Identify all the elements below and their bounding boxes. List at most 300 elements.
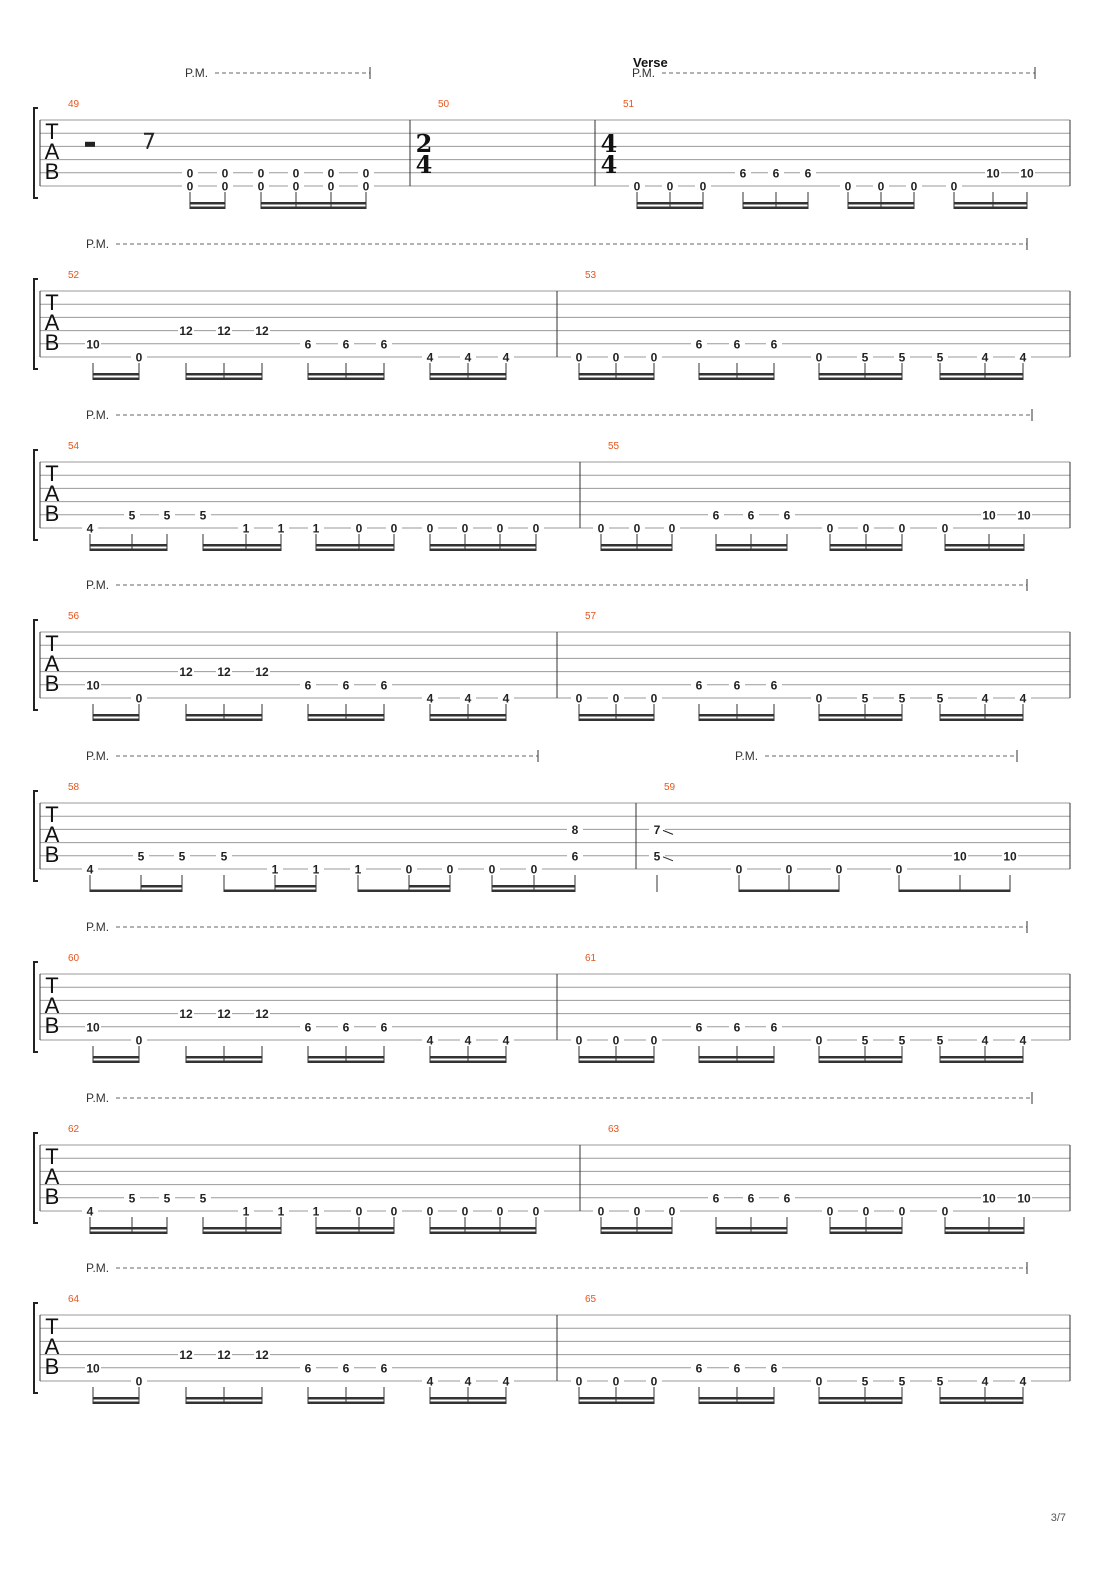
beam-secondary — [331, 202, 366, 205]
beam — [699, 1402, 774, 1405]
palm-mute-label: P.M. — [86, 578, 110, 592]
beam-secondary — [716, 544, 751, 547]
palm-mute-label: P.M. — [86, 749, 110, 763]
beam-secondary — [819, 1056, 865, 1059]
fret-number: 6 — [772, 166, 780, 181]
beam — [430, 1402, 506, 1405]
beam-secondary — [261, 202, 296, 205]
fret-number: 0 — [950, 179, 958, 194]
beam — [579, 378, 654, 381]
fret-number: 6 — [695, 678, 703, 693]
measure — [580, 441, 1070, 551]
beam-secondary — [751, 1227, 787, 1230]
beam-secondary — [203, 544, 246, 547]
palm-mute-label: P.M. — [86, 1261, 110, 1275]
beam-secondary — [359, 1227, 394, 1230]
fret-number: 6 — [342, 1020, 350, 1035]
time-signature-top: 2 — [415, 129, 433, 158]
beam-secondary — [93, 373, 139, 376]
beam-secondary — [776, 202, 808, 205]
fret-number: 12 — [217, 665, 231, 680]
tab-clef-letter: T — [45, 461, 59, 486]
beam-secondary — [468, 714, 506, 717]
measure — [557, 1294, 1070, 1404]
fret-number: 0 — [532, 521, 540, 536]
measure-number: 58 — [68, 782, 80, 793]
fret-number: 5 — [936, 691, 944, 706]
beam-secondary — [819, 714, 865, 717]
fret-number: 0 — [355, 1204, 363, 1219]
fret-number: 0 — [257, 166, 265, 181]
staff-bracket — [34, 1133, 38, 1223]
fret-number: 1 — [271, 862, 279, 877]
fret-number: 4 — [426, 691, 434, 706]
beam-secondary — [186, 1397, 224, 1400]
fret-number: 1 — [277, 1204, 285, 1219]
fret-number: 4 — [502, 691, 510, 706]
beam — [316, 549, 394, 552]
beam-secondary — [224, 714, 262, 717]
tab-clef-letter: T — [45, 1314, 59, 1339]
beam-secondary — [865, 373, 902, 376]
beam-secondary — [93, 714, 139, 717]
beam-secondary — [866, 1227, 902, 1230]
measure-number: 60 — [68, 953, 80, 964]
fret-number: 10 — [986, 166, 1000, 181]
beam-secondary — [616, 1397, 654, 1400]
fret-number: 5 — [936, 1374, 944, 1389]
beam-secondary — [224, 1397, 262, 1400]
beam — [699, 378, 774, 381]
fret-number: 0 — [446, 862, 454, 877]
fret-number: 0 — [844, 179, 852, 194]
beam — [93, 378, 139, 381]
beam — [743, 207, 808, 210]
beam — [90, 1232, 167, 1235]
beam-secondary — [637, 1227, 672, 1230]
fret-number: 12 — [179, 324, 193, 339]
fret-number: 10 — [86, 678, 100, 693]
palm-mute-label: P.M. — [86, 237, 110, 251]
tab-clef-letter: B — [44, 1013, 60, 1038]
measure-number: 50 — [438, 99, 450, 110]
fret-number: 0 — [668, 521, 676, 536]
fret-number: 4 — [464, 350, 472, 365]
tab-system — [34, 408, 1070, 551]
beam-secondary — [819, 373, 865, 376]
measure — [557, 953, 1070, 1063]
fret-number: 0 — [135, 1033, 143, 1048]
fret-number: 4 — [86, 521, 94, 536]
fret-number: 6 — [342, 678, 350, 693]
fret-number: 12 — [255, 1348, 269, 1363]
fret-number: 4 — [981, 350, 989, 365]
fret-number: 0 — [575, 691, 583, 706]
fret-number: 0 — [575, 1033, 583, 1048]
beam-secondary — [601, 544, 637, 547]
beam — [819, 1061, 902, 1064]
fret-number: 6 — [783, 508, 791, 523]
beam-secondary — [945, 544, 989, 547]
fret-number: 6 — [733, 337, 741, 352]
measure-number: 53 — [585, 270, 597, 281]
beam-secondary — [224, 373, 262, 376]
beam-secondary — [737, 714, 774, 717]
beam-secondary — [190, 202, 225, 205]
fret-number: 0 — [815, 691, 823, 706]
fret-number: 5 — [898, 1374, 906, 1389]
beam-secondary — [993, 202, 1027, 205]
beam-secondary — [93, 1056, 139, 1059]
beam-secondary — [819, 1397, 865, 1400]
fret-number: 0 — [815, 1374, 823, 1389]
fret-number: 1 — [312, 1204, 320, 1219]
beam — [940, 1402, 1023, 1405]
staff-bracket — [34, 1303, 38, 1393]
beam-secondary — [743, 202, 776, 205]
fret-number: 0 — [862, 1204, 870, 1219]
beam — [308, 719, 384, 722]
fret-number: 0 — [597, 521, 605, 536]
measure-number: 49 — [68, 99, 80, 110]
half-rest — [85, 142, 95, 147]
tab-clef-letter: B — [44, 1184, 60, 1209]
fret-number: 0 — [496, 521, 504, 536]
fret-number: 0 — [186, 166, 194, 181]
beam-secondary — [737, 1056, 774, 1059]
beam — [190, 207, 225, 210]
fret-number: 6 — [712, 1191, 720, 1206]
measure-number: 59 — [664, 782, 676, 793]
fret-number: 0 — [668, 1204, 676, 1219]
beam-secondary — [737, 1397, 774, 1400]
fret-number: 12 — [255, 665, 269, 680]
fret-number: 5 — [861, 691, 869, 706]
beam-secondary — [830, 544, 866, 547]
beam-secondary — [90, 1227, 132, 1230]
beam — [203, 1232, 281, 1235]
fret-number: 12 — [179, 1348, 193, 1363]
fret-number: 6 — [304, 337, 312, 352]
fret-number: 4 — [86, 862, 94, 877]
fret-number: 4 — [1019, 1033, 1027, 1048]
beam — [601, 549, 672, 552]
fret-number: 5 — [128, 1191, 136, 1206]
staff-bracket — [34, 450, 38, 540]
fret-number: 8 — [571, 822, 579, 837]
staff-bracket — [34, 108, 38, 198]
beam-secondary — [699, 714, 737, 717]
beam-secondary — [985, 373, 1023, 376]
measure-number: 62 — [68, 1124, 80, 1135]
fret-number: 6 — [304, 678, 312, 693]
beam — [430, 1061, 506, 1064]
staff-bracket — [34, 620, 38, 710]
beam — [430, 719, 506, 722]
fret-number: 6 — [380, 678, 388, 693]
fret-number: 1 — [312, 521, 320, 536]
fret-number: 6 — [304, 1020, 312, 1035]
tab-system — [34, 237, 1070, 380]
beam-secondary — [940, 373, 985, 376]
fret-number: 6 — [571, 849, 579, 864]
palm-mute-label: P.M. — [86, 920, 110, 934]
beam-secondary — [346, 714, 384, 717]
fret-number: 0 — [575, 350, 583, 365]
beam-secondary — [468, 373, 506, 376]
beam — [203, 549, 281, 552]
beam — [899, 890, 1010, 893]
tab-clef-letter: B — [44, 159, 60, 184]
fret-number: 0 — [785, 862, 793, 877]
fret-number: 10 — [982, 508, 996, 523]
fret-number: 4 — [464, 691, 472, 706]
fret-number: 12 — [217, 1007, 231, 1022]
beam-secondary — [430, 373, 468, 376]
beam-secondary — [359, 544, 394, 547]
beam — [848, 207, 914, 210]
fret-number: 0 — [612, 1033, 620, 1048]
fret-number: 10 — [953, 849, 967, 864]
page-number: 3/7 — [1050, 1512, 1066, 1524]
tab-system — [34, 578, 1070, 721]
fret-number: 4 — [981, 1374, 989, 1389]
tab-clef-letter: B — [44, 842, 60, 867]
fret-number: 10 — [86, 337, 100, 352]
fret-number: 6 — [783, 1191, 791, 1206]
fret-number: 0 — [941, 521, 949, 536]
fret-number: 10 — [1017, 508, 1031, 523]
beam-secondary — [670, 202, 703, 205]
measure — [557, 270, 1070, 380]
tab-clef-letter: T — [45, 973, 59, 998]
fret-number: 1 — [277, 521, 285, 536]
beam — [93, 719, 139, 722]
beam-secondary — [132, 1227, 167, 1230]
beam — [186, 1061, 262, 1064]
beam — [316, 1232, 394, 1235]
fret-number: 0 — [390, 521, 398, 536]
fret-number: 0 — [597, 1204, 605, 1219]
beam-secondary — [637, 544, 672, 547]
fret-number: 1 — [242, 521, 250, 536]
fret-number: 0 — [327, 166, 335, 181]
fret-number: 5 — [936, 350, 944, 365]
beam-secondary — [737, 373, 774, 376]
beam — [699, 1061, 774, 1064]
beam-secondary — [716, 1227, 751, 1230]
fret-number: 12 — [179, 665, 193, 680]
tab-system — [34, 1091, 1070, 1234]
tab-clef-letter: T — [45, 631, 59, 656]
beam-secondary — [616, 1056, 654, 1059]
measure-number: 51 — [623, 99, 635, 110]
fret-number: 0 — [650, 350, 658, 365]
beam-secondary — [579, 1056, 616, 1059]
fret-number: 5 — [861, 1033, 869, 1048]
fret-number: 10 — [1003, 849, 1017, 864]
fret-number: 5 — [898, 1033, 906, 1048]
fret-number: 0 — [633, 179, 641, 194]
beam — [940, 1061, 1023, 1064]
fret-number: 12 — [217, 324, 231, 339]
beam — [830, 549, 902, 552]
beam — [90, 890, 182, 893]
measure-number: 55 — [608, 441, 620, 452]
time-signature-bottom: 4 — [415, 150, 433, 179]
fret-number: 0 — [835, 862, 843, 877]
tab-clef-letter: T — [45, 119, 59, 144]
fret-number: 0 — [327, 179, 335, 194]
beam-secondary — [616, 373, 654, 376]
beam — [579, 719, 654, 722]
beam-secondary — [751, 544, 787, 547]
staff-bracket — [34, 791, 38, 881]
beam — [358, 890, 450, 893]
beam — [430, 1232, 536, 1235]
fret-number: 0 — [941, 1204, 949, 1219]
beam-secondary — [246, 1227, 281, 1230]
beam-secondary — [465, 544, 500, 547]
fret-number: 0 — [650, 1374, 658, 1389]
beam-secondary — [945, 1227, 989, 1230]
beam-secondary — [90, 544, 132, 547]
beam-secondary — [865, 1397, 902, 1400]
tab-clef-letter: A — [44, 139, 60, 164]
fret-number: 5 — [163, 1191, 171, 1206]
beam — [224, 890, 316, 893]
beam-secondary — [468, 1056, 506, 1059]
measure-number: 56 — [68, 611, 80, 622]
beam-secondary — [985, 1056, 1023, 1059]
beam — [699, 719, 774, 722]
measure — [40, 270, 557, 380]
beam-secondary — [246, 544, 281, 547]
fret-number: 0 — [532, 1204, 540, 1219]
beam-secondary — [985, 714, 1023, 717]
measure-number: 61 — [585, 953, 597, 964]
fret-number: 0 — [221, 179, 229, 194]
beam — [601, 1232, 672, 1235]
fret-number: 6 — [770, 678, 778, 693]
tab-system — [34, 920, 1070, 1063]
measure-number: 64 — [68, 1294, 80, 1305]
fret-number: 6 — [747, 1191, 755, 1206]
beam — [819, 719, 902, 722]
fret-number: 0 — [815, 350, 823, 365]
beam-secondary — [186, 373, 224, 376]
fret-number: 6 — [380, 1020, 388, 1035]
tab-clef-letter: B — [44, 1354, 60, 1379]
fret-number: 6 — [770, 1020, 778, 1035]
beam-secondary — [579, 1397, 616, 1400]
beam-secondary — [830, 1227, 866, 1230]
fret-number: 0 — [426, 521, 434, 536]
fret-number: 6 — [380, 1361, 388, 1376]
beam — [579, 1061, 654, 1064]
beam — [430, 549, 536, 552]
beam-secondary — [409, 885, 450, 888]
fret-number: 0 — [221, 166, 229, 181]
fret-number: 0 — [186, 179, 194, 194]
beam — [940, 719, 1023, 722]
fret-number: 0 — [877, 179, 885, 194]
fret-number: 5 — [220, 849, 228, 864]
beam — [637, 207, 703, 210]
beam-secondary — [308, 714, 346, 717]
beam-secondary — [275, 885, 316, 888]
fret-number: 0 — [612, 350, 620, 365]
fret-number: 0 — [292, 179, 300, 194]
fret-number: 5 — [936, 1033, 944, 1048]
fret-number: 5 — [163, 508, 171, 523]
fret-number: 0 — [135, 691, 143, 706]
tab-clef-letter: A — [44, 1334, 60, 1359]
beam — [308, 378, 384, 381]
fret-number: 1 — [354, 862, 362, 877]
fret-number: 0 — [666, 179, 674, 194]
beam-secondary — [989, 1227, 1024, 1230]
fret-number: 12 — [255, 324, 269, 339]
beam-secondary — [93, 1397, 139, 1400]
fret-number: 12 — [179, 1007, 193, 1022]
fret-number: 10 — [982, 1191, 996, 1206]
time-signature-bottom: 4 — [600, 150, 618, 179]
beam-secondary — [616, 714, 654, 717]
tab-system — [34, 55, 1070, 209]
beam — [954, 207, 1027, 210]
fret-number: 6 — [695, 337, 703, 352]
fret-number: 0 — [496, 1204, 504, 1219]
fret-number: 6 — [770, 337, 778, 352]
beam-secondary — [308, 373, 346, 376]
beam-secondary — [430, 1056, 468, 1059]
fret-number: 0 — [292, 166, 300, 181]
beam-secondary — [296, 202, 331, 205]
fret-number: 0 — [390, 1204, 398, 1219]
palm-mute-label: P.M. — [185, 66, 209, 80]
fret-number: 6 — [342, 337, 350, 352]
beam-secondary — [699, 1056, 737, 1059]
beam-secondary — [989, 544, 1024, 547]
fret-number: 0 — [426, 1204, 434, 1219]
beam-secondary — [316, 1227, 359, 1230]
fret-number: 0 — [815, 1033, 823, 1048]
beam-secondary — [534, 885, 575, 888]
tab-clef-letter: B — [44, 330, 60, 355]
measure-number: 65 — [585, 1294, 597, 1305]
measure — [40, 953, 557, 1063]
measure — [40, 782, 636, 892]
beam — [186, 378, 262, 381]
beam — [430, 378, 506, 381]
fret-number: 5 — [653, 849, 661, 864]
fret-number: 12 — [255, 1007, 269, 1022]
beam — [308, 1061, 384, 1064]
measure — [557, 611, 1070, 721]
beam — [819, 378, 902, 381]
beam — [716, 549, 787, 552]
tab-clef-letter: A — [44, 1164, 60, 1189]
fret-number: 0 — [699, 179, 707, 194]
fret-number: 6 — [733, 1361, 741, 1376]
tab-clef-letter: A — [44, 993, 60, 1018]
fret-number: 4 — [86, 1204, 94, 1219]
beam-secondary — [224, 1056, 262, 1059]
fret-number: 0 — [826, 521, 834, 536]
fret-number: 0 — [362, 179, 370, 194]
beam — [940, 378, 1023, 381]
